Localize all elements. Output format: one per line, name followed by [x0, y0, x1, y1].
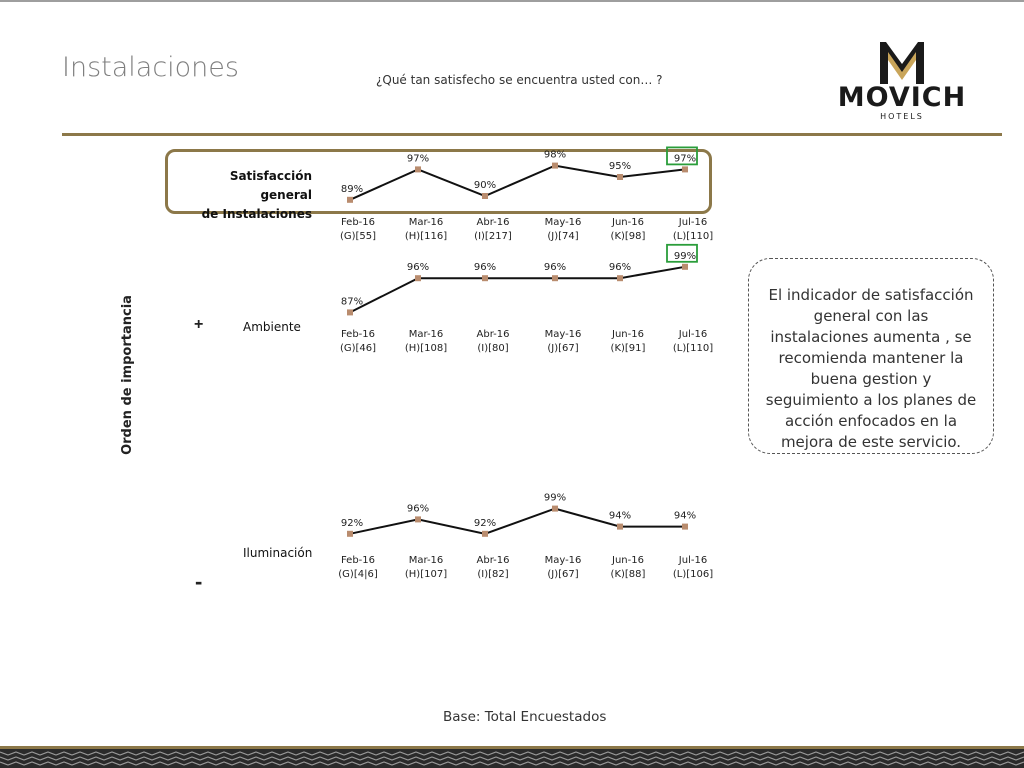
category-label-1-5-0: Jul-16: [678, 329, 708, 340]
data-label-2-5: 94%: [673, 510, 697, 522]
row-label-iluminacion: Iluminación: [243, 546, 313, 560]
data-point-2-3: [552, 506, 558, 512]
data-point-0-0: [347, 197, 353, 203]
data-label-1-5: 99%: [673, 250, 697, 262]
category-label-1-0-1: (G)[46]: [339, 343, 377, 354]
category-label-1-4-1: (K)[91]: [610, 343, 646, 354]
logo-brand: MOVICH: [837, 82, 967, 113]
data-label-0-4: 95%: [608, 161, 632, 172]
category-label-2-2-1: (I)[82]: [477, 569, 509, 580]
category-label-2-3-0: May-16: [544, 555, 582, 566]
category-label-2-0-0: Feb-16: [340, 555, 376, 566]
category-label-2-3-1: (J)[67]: [547, 569, 579, 580]
category-label-1-2-0: Abr-16: [476, 329, 510, 340]
data-point-1-5: [682, 264, 688, 270]
category-label-0-2-0: Abr-16: [476, 217, 510, 228]
data-label-1-2: 96%: [473, 262, 497, 274]
category-label-1-3-0: May-16: [544, 329, 582, 340]
data-point-2-4: [617, 524, 623, 530]
data-point-0-3: [552, 163, 558, 169]
page-subtitle: ¿Qué tan satisfecho se encuentra usted con… ?: [376, 73, 663, 87]
category-label-2-4-0: Jun-16: [612, 555, 644, 566]
data-label-0-0: 89%: [340, 183, 364, 195]
data-label-0-5: 97%: [673, 153, 697, 165]
data-label-2-1: 96%: [406, 503, 430, 515]
category-label-2-4-1: (K)[88]: [610, 569, 646, 580]
category-label-0-1-1: (H)[116]: [404, 231, 448, 242]
category-label-0-4-1: (K)[98]: [610, 231, 646, 242]
row-label-ambiente: Ambiente: [243, 320, 301, 334]
category-label-1-4-0: Jun-16: [612, 329, 644, 340]
category-label-1-1-1: (H)[108]: [404, 343, 448, 354]
importance-minus-sign: -: [195, 569, 203, 594]
category-label-0-3-0: May-16: [544, 217, 582, 228]
data-label-0-1: 97%: [406, 153, 430, 165]
data-point-0-5: [682, 166, 688, 172]
series-line-0: [350, 166, 685, 200]
data-label-2-2: 92%: [473, 517, 497, 529]
category-label-1-2-1: (I)[80]: [477, 343, 509, 354]
data-point-1-2: [482, 275, 488, 281]
data-point-1-0: [347, 309, 353, 315]
category-label-1-1-0: Mar-16: [408, 329, 444, 340]
category-label-2-5-1: (L)[106]: [672, 569, 714, 580]
data-point-1-1: [415, 275, 421, 281]
category-label-2-5-0: Jul-16: [678, 555, 708, 566]
header-divider: [62, 133, 1002, 136]
base-note: Base: Total Encuestados: [443, 709, 607, 725]
top-border: [0, 0, 1024, 2]
category-label-1-0-0: Feb-16: [340, 329, 376, 340]
data-label-0-3: 98%: [543, 149, 567, 161]
data-label-2-0: 92%: [340, 517, 364, 529]
series-line-2: [350, 509, 685, 534]
category-label-2-0-1: (G)[4|6]: [338, 569, 378, 580]
data-label-2-3: 99%: [543, 492, 567, 504]
category-label-0-3-1: (J)[74]: [547, 231, 579, 242]
category-label-2-1-0: Mar-16: [408, 555, 444, 566]
row-label-general-line1: Satisfacción general: [229, 169, 312, 202]
data-point-0-2: [482, 193, 488, 199]
insight-note: El indicador de satisfacción general con las instalaciones aumenta , se recomienda mantener la buena gestion y seguimiento a los planes de acción enfocados en la mejora de este servicio.: [748, 258, 994, 454]
row-label-general-line2: de Instalaciones: [201, 207, 312, 221]
category-label-1-5-1: (L)[110]: [672, 343, 714, 354]
series-line-1: [350, 267, 685, 313]
page-title: Instalaciones: [62, 52, 239, 83]
data-point-0-1: [415, 166, 421, 172]
data-label-1-3: 96%: [543, 262, 567, 274]
data-label-1-1: 96%: [406, 262, 430, 274]
data-label-0-2: 90%: [473, 180, 497, 191]
data-point-2-1: [415, 516, 421, 522]
data-label-1-4: 96%: [608, 262, 632, 274]
logo-emblem-icon: [880, 42, 924, 84]
category-label-0-5-1: (L)[110]: [672, 231, 714, 242]
data-point-2-0: [347, 531, 353, 537]
data-point-2-2: [482, 531, 488, 537]
decorative-footer-band: [0, 746, 1024, 768]
data-point-1-3: [552, 275, 558, 281]
category-label-0-0-0: Feb-16: [340, 217, 376, 228]
category-label-0-5-0: Jul-16: [678, 217, 708, 228]
movich-logo: [814, 38, 990, 124]
data-label-1-0: 87%: [340, 296, 364, 308]
data-point-2-5: [682, 524, 688, 530]
category-label-0-4-0: Jun-16: [612, 217, 644, 228]
data-point-0-4: [617, 174, 623, 180]
category-label-2-1-1: (H)[107]: [404, 569, 448, 580]
category-label-2-2-0: Abr-16: [476, 555, 510, 566]
data-label-2-4: 94%: [608, 510, 632, 522]
logo-tagline: HOTELS: [880, 112, 924, 121]
importance-axis-title: Orden de importancia: [120, 295, 135, 455]
category-label-1-3-1: (J)[67]: [547, 343, 579, 354]
data-point-1-4: [617, 275, 623, 281]
category-label-0-2-1: (I)[217]: [474, 231, 512, 242]
row-label-general: [178, 167, 312, 224]
category-label-0-1-0: Mar-16: [408, 217, 444, 228]
importance-plus-sign: +: [194, 316, 204, 333]
line-charts: [330, 149, 714, 590]
category-label-0-0-1: (G)[55]: [339, 231, 377, 242]
